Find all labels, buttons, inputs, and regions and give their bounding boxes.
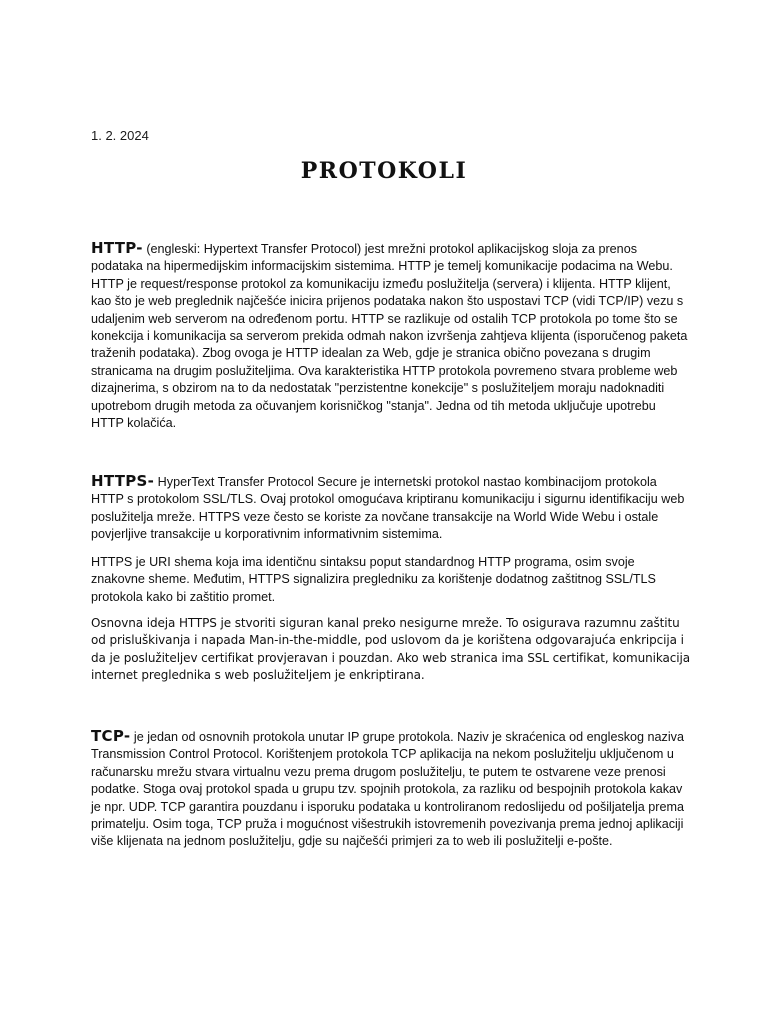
section-http-text: (engleski: Hypertext Transfer Protocol) jest mrežni protokol aplikacijskog sloja za prenos podataka na hipermedijskim informacijskim sistemima. HTTP je temelj komunikacije podacima na Webu. HTTP je request/response protokol za komunikaciju između poslužitelja (servera) i klijenta. HTTP klijent, kao što je web preglednik najčešće inicira prijenos podataka nakon što uspostavi TCP (vidi TCP/IP) vezu s udaljenim web serverom na određenom portu. HTTP se razlikuje od ostalih TCP protokola po tome što se konekcija i komunikacija sa serverom prekida odmah nakon izvršenja zahtjeva klijenta (isporučenog paketa traženih podataka). Zbog ovoga je HTTP idealan za Web, gdje je stranica obično povezana s drugim stranicama na drugim poslužiteljima. Ova karakteristika HTTP protokola povremeno stvara probleme web dizajnerima, s obzirom na to da nedostatak "perzistentne konekcije" s poslužiteljem moraju nadoknaditi upotrebom drugih metoda za očuvanjem korisničkog "stanja". Jedna od tih metoda uključuje upotrebu HTTP kolačića.: [91, 242, 688, 431]
term-https: HTTPS-: [91, 472, 155, 490]
section-https-paragraph-2: HTTPS je URI shema koja ima identičnu sintaksu poput standardnog HTTP programa, osim svoje znakovne sheme. Međutim, HTTPS signalizira pregledniku za korištenje dodatnog zaštitnog SSL/TLS protokola kako bi zaštitio promet.: [91, 555, 656, 604]
section-https-text: HyperText Transfer Protocol Secure je internetski protokol nastao kombinacijom protokola HTTP s protokolom SSL/TLS. Ovaj protokol omogućava kriptiranu komunikaciju i sigurnu identifikaciju web poslužitelja mreže. HTTPS veze često se koriste za novčane transakcije na World Wide Webu i ostale povjerljive transakcije u korporativnim informativnim sistemima.: [91, 475, 685, 542]
term-http: HTTP-: [91, 239, 143, 257]
section-tcp-text: je jedan od osnovnih protokola unutar IP grupe protokola. Naziv je skraćenica od engleskog naziva Transmission Control Protocol. Korištenjem protokola TCP aplikacija na nekom poslužitelju uključenom u računarsku mrežu stvara virtualnu vezu prema drugom poslužitelju, te putem te ostvarene veze prenosi podatke. Stoga ovaj protokol spada u grupu tzv. spojnih protokola, za razliku od bespojnih protokola kakav je npr. UDP. TCP garantira pouzdanu i isporuku podataka u kontroliranom redoslijedu od pošiljatelja prema primatelju. Osim toga, TCP pruža i mogućnost višestrukih istovremenih povezivanja prema jednoj aplikaciji više klijenata na jednom poslužitelju, gdje su najčešći primjeri za to web ili poslužitelji e-pošte.: [91, 730, 684, 849]
section-http: [91, 240, 691, 432]
document-date: 1. 2. 2024: [91, 128, 149, 143]
term-tcp: TCP-: [91, 727, 131, 745]
section-tcp: [91, 728, 691, 851]
document-title: PROTOKOLI: [300, 158, 468, 184]
section-https: [91, 473, 691, 544]
section-https-paragraph-3: Osnovna ideja HTTPS je stvoriti siguran kanal preko nesigurne mreže. To osigurava razumnu zaštitu od prisluškivanja i napada Man-in-the-middle, pod uslovom da je korištena odgovarajuća enkripcija i da je poslužiteljev certifikat provjeravan i pouzdan. Ako web stranica ima SSL certifikat, komunikacija internet preglednika s web poslužiteljem je enkriptirana.: [91, 616, 690, 683]
